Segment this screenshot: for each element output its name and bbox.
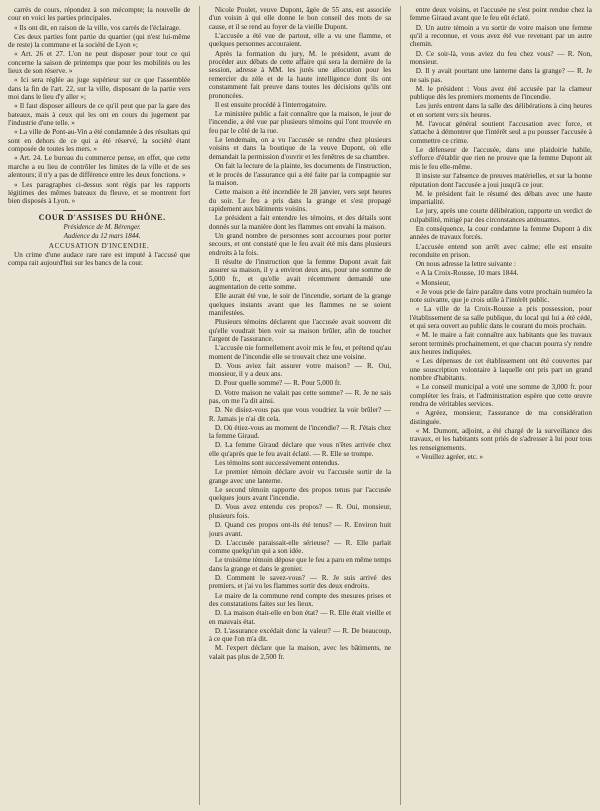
court-subject: ACCUSATION D'INCENDIE.	[48, 241, 150, 250]
article-paragraph: « Les paragraphes ci-dessus sont régis par les rapports légitimes des mêmes bateaux du fleuve, et se montrent fort bien disposés à Lyon. »	[8, 180, 191, 206]
article-paragraph: L'accusée a été vue de partout, elle a vu une flamme, et quelques personnes accouraient.	[208, 32, 392, 49]
article-paragraph: D. Un autre témoin a vu sortir de votre maison une femme qu'il a reconnue, et vous avez été vue revenant par un autre chemin.	[409, 23, 592, 49]
article-paragraph: L'accusée entend son arrêt avec calme; elle est ensuite reconduite en prison.	[409, 242, 592, 259]
column-separator	[400, 6, 401, 805]
court-president: Présidence de M. Bérenger.	[63, 222, 141, 231]
article-paragraph: On fait la lecture de la plainte, les documents de l'instruction, et le procès de l'assurance qui a été faite par la compagnie sur la maison.	[208, 162, 392, 187]
article-paragraph: Le ministère public a fait connaître que la maison, le jour de l'incendie, a été vue par plusieurs témoins qui l'ont trouvée en feu par le côté de la rue.	[208, 110, 392, 135]
article-paragraph: D. Quand ces propos ont-ils été tenus? — R. Environ huit jours avant.	[208, 521, 392, 538]
article-paragraph: D. Il y avait pourtant une lanterne dans la grange? — R. Je ne sais pas.	[409, 67, 592, 84]
article-paragraph: « Le conseil municipal a voté une somme de 3,000 fr. pour compléter les frais, et l'administration espère que cette œuvre rendra de véritables services.	[409, 383, 592, 409]
article-paragraph: « Je vous prie de faire paraître dans votre prochain numéro la note suivante, que je crois utile à l'intérêt public.	[409, 287, 592, 305]
article-paragraph: « Veuillez agréer, etc. »	[415, 453, 484, 462]
article-paragraph: D. Où étiez-vous au moment de l'incendie? — R. J'étais chez la femme Giraud.	[208, 423, 392, 441]
column-middle-body	[209, 6, 391, 661]
article-paragraph: Il insiste sur l'absence de preuves matérielles, et sur la bonne réputation dont l'accusée a joui jusqu'à ce jour.	[409, 172, 592, 189]
article-paragraph: Le second témoin rapporte des propos tenus par l'accusée quelques jours avant l'incendie.	[208, 485, 392, 503]
article-paragraph: Les jurés entrent dans la salle des délibérations à cinq heures et en sortent vers six heures.	[409, 102, 592, 119]
article-paragraph: Nicole Poulet, veuve Dupont, âgée de 55 ans, est associée d'un voisin à qui elle donne le bon conseil des mots de sa cause, et il se rend au foyer de la vieille Dupont.	[208, 6, 392, 31]
article-paragraph: M. le président fait le résumé des débats avec une haute impartialité.	[409, 189, 592, 207]
article-paragraph: « Agréez, monsieur, l'assurance de ma considération distinguée.	[409, 409, 592, 426]
article-paragraph: Le lendemain, on a vu l'accusée se rendre chez plusieurs voisins et dans la boutique de la veuve Dupont, où elle demandait la permission d'ouvrir et les fenêtres de sa chambre.	[208, 136, 392, 161]
article-paragraph: D. Comment le savez-vous? — R. Je suis arrivé des premiers, et j'ai vu les flammes sortir des deux endroits.	[208, 573, 392, 591]
column-right	[410, 6, 592, 805]
article-paragraph: D. Vous avez entendu ces propos? — R. Oui, monsieur, plusieurs fois.	[208, 503, 392, 520]
article-paragraph: Il résulte de l'instruction que la femme Dupont avait fait assurer sa maison, il y a environ deux ans, pour une somme de 5,000 fr., et qu'elle avait récemment demandé une augmentation de cette somme.	[208, 257, 392, 291]
article-paragraph: M. l'avocat général soutient l'accusation avec force, et s'attache à démontrer que l'intérêt seul a pu pousser l'accusée à commettre ce crime.	[409, 120, 592, 145]
article-paragraph: « A la Croix-Rousse, 10 mars 1844.	[415, 269, 519, 278]
article-paragraph: Après la formation du jury, M. le président, avant de procéder aux débats de cette affaire qui sera la dernière de la session, adresse à MM. les jurés une allocution pour les remercier du zèle et de la haute intelligence dont ils ont constamment fait preuve dans toutes les décisions qu'ils ont prononcées.	[208, 49, 392, 100]
article-paragraph: « M. Dumont, adjoint, a été chargé de la surveillance des travaux, et les habitants sont priés de s'adresser à lui pour tous les renseignements.	[409, 427, 592, 452]
article-paragraph: D. La femme Giraud déclare que vous n'êtes arrivée chez elle qu'après que le feu avait éclaté. — R. Elle se trompe.	[208, 441, 392, 458]
article-paragraph: Le maire de la commune rend compte des mesures prises et des constatations faites sur les lieux.	[208, 591, 392, 608]
article-paragraph: Le défenseur de l'accusée, dans une plaidoirie habile, s'efforce d'établir que rien ne prouve que la femme Dupont ait mis le feu elle-même.	[409, 146, 592, 171]
article-paragraph: D. Vous aviez fait assurer votre maison? — R. Oui, monsieur, il y a deux ans.	[208, 361, 392, 379]
article-paragraph: Cette maison a été incendiée le 28 janvier, vers sept heures du soir. Le feu a pris dans la grange et s'est propagé rapidement aux bâtiments voisins.	[208, 188, 392, 213]
court-title: COUR D'ASSISES DU RHÔNE.	[38, 212, 166, 222]
article-paragraph: D. Ne disiez-vous pas que vous voudriez la voir brûler? — R. Jamais je n'ai dit cela.	[208, 406, 392, 423]
court-date: Audience du 12 mars 1844.	[63, 232, 141, 241]
article-paragraph: « Ici sera réglée au juge supérieur sur ce que l'assemblée dans la fin de l'art. 22, sur la ville, disposant de la partie vers moi dans le lieu d'y aller »;	[8, 76, 191, 102]
column-left	[8, 6, 190, 805]
court-intro: Un crime d'une audace rare rare est imputé à l'accusé que compa rait aujourd'hui sur les bancs de la cour.	[8, 250, 191, 268]
column-right-body	[410, 6, 592, 461]
article-paragraph: D. L'assurance excédait donc la valeur? — R. De beaucoup, à ce que l'on m'a dit.	[208, 626, 392, 644]
article-paragraph: carrés de cours, répondez à son mécompte; la nouvelle de cour en voici les parties principales.	[8, 6, 191, 23]
article-paragraph: « Les dépenses de cet établissement ont été couvertes par une souscription volontaire à laquelle ont pris part un grand nombre d'habitants.	[409, 357, 592, 383]
article-paragraph: On nous adresse la lettre suivante :	[415, 260, 516, 269]
article-paragraph: Il est ensuite procédé à l'interrogatoire.	[214, 100, 327, 109]
article-paragraph: Un grand nombre de personnes sont accourues pour porter secours, et ont constaté que le feu avait été mis dans plusieurs endroits à la fois.	[208, 231, 392, 257]
article-paragraph: Le premier témoin déclare avoir vu l'accusée sortir de la grange avec une lanterne.	[208, 468, 392, 485]
column-separator	[199, 6, 200, 805]
article-paragraph: Les témoins sont successivement entendus.	[214, 459, 340, 468]
article-paragraph: « M. le maire a fait connaître aux habitants que les travaux seront terminés prochainement, et que chacun pourra s'y rendre aux heures indiquées.	[409, 331, 592, 357]
article-paragraph: « Monsieur,	[415, 278, 451, 287]
article-paragraph: « Art. 26 et 27. L'on ne peut disposer pour tout ce qui concerne la saison de printemps que pour les mobilités ou les lieux de son réserve. »	[8, 50, 191, 76]
article-paragraph: Le troisième témoin dépose que le feu a paru en même temps dans la grange et dans le grenier.	[208, 556, 392, 573]
column-middle	[209, 6, 391, 805]
article-paragraph: « Art. 24. Le bureau du commerce pense, en effet, que cette marche a eu lieu de contrôler les limites de la ville et de ses alentours; il n'y a pas de différence entre les deux fonctions. »	[8, 154, 191, 180]
article-paragraph: Ces deux parties font partie du quartier (qui n'est lui-même de reste) la commune et la société de Lyon »;	[8, 32, 191, 50]
article-paragraph: D. L'accusée paraissait-elle sérieuse? — R. Elle parlait comme quelqu'un qui a son idée.	[208, 538, 392, 556]
article-paragraph: entre deux voisins, et l'accusée ne s'est point rendue chez la femme Giraud avant que le feu eût éclaté.	[409, 6, 592, 23]
article-paragraph: M. le président : Vous avez été accusée par la clameur publique dès les premiers moments de l'incendie.	[409, 84, 592, 102]
article-paragraph: D. Votre maison ne valait pas cette somme? — R. Je ne sais pas, on me l'a dit ainsi.	[208, 388, 392, 406]
article-paragraph: M. l'expert déclare que la maison, avec les bâtiments, ne valait pas plus de 2,500 fr.	[208, 644, 392, 661]
article-paragraph: « La ville de la Croix-Rousse a pris possession, pour l'établissement de sa salle publique, du local qui lui a été cédé, et qui sera ouvert au public dans le courant du mois prochain.	[409, 305, 592, 331]
article-paragraph: « La ville de Pont-au-Vin a été condamnée à des résultats qui sont en dehors de ce qui a été réservé, la société étant composée de toutes les mers. »	[8, 128, 191, 154]
article-paragraph: « Il faut disposer ailleurs de ce qu'il peut que par la gare des bateaux, mais à ceux qui les ont en cours du jugement par l'industrie d'une telle. »	[8, 102, 191, 128]
section-divider	[63, 210, 136, 211]
article-paragraph: D. Pour quelle somme? — R. Pour 5,000 fr.	[214, 379, 342, 388]
article-paragraph: D. La maison était-elle en bon état? — R. Elle était vieille et en mauvais état.	[208, 609, 392, 626]
article-paragraph: « Ils ont dit, en raison de la ville, vos carrés de l'éclairage.	[14, 23, 181, 32]
column-left-body	[8, 6, 190, 206]
article-paragraph: En conséquence, la cour condamne la femme Dupont à dix années de travaux forcés.	[409, 224, 592, 242]
article-paragraph: Plusieurs témoins déclarent que l'accusée avait souvent dit qu'elle voudrait bien voir sa maison brûler, afin de toucher l'argent de l'assurance.	[208, 318, 392, 343]
article-paragraph: Le jury, après une courte délibération, rapporte un verdict de culpabilité, mitigé par des circonstances atténuantes.	[409, 207, 592, 224]
article-paragraph: Elle aurait été vue, le soir de l'incendie, sortant de la grange quelques instants avant que les flammes ne se soient manifestées.	[208, 292, 392, 317]
article-paragraph: D. Ce soir-là, vous aviez du feu chez vous? — R. Non, monsieur.	[409, 49, 592, 67]
article-paragraph: L'accusée nie formellement avoir mis le feu, et prétend qu'au moment de l'incendie elle se trouvait chez une voisine.	[208, 344, 392, 361]
article-paragraph: Le président a fait entendre les témoins, et des détails sont donnés sur la manière dont les flammes ont envahi la maison.	[208, 214, 392, 231]
